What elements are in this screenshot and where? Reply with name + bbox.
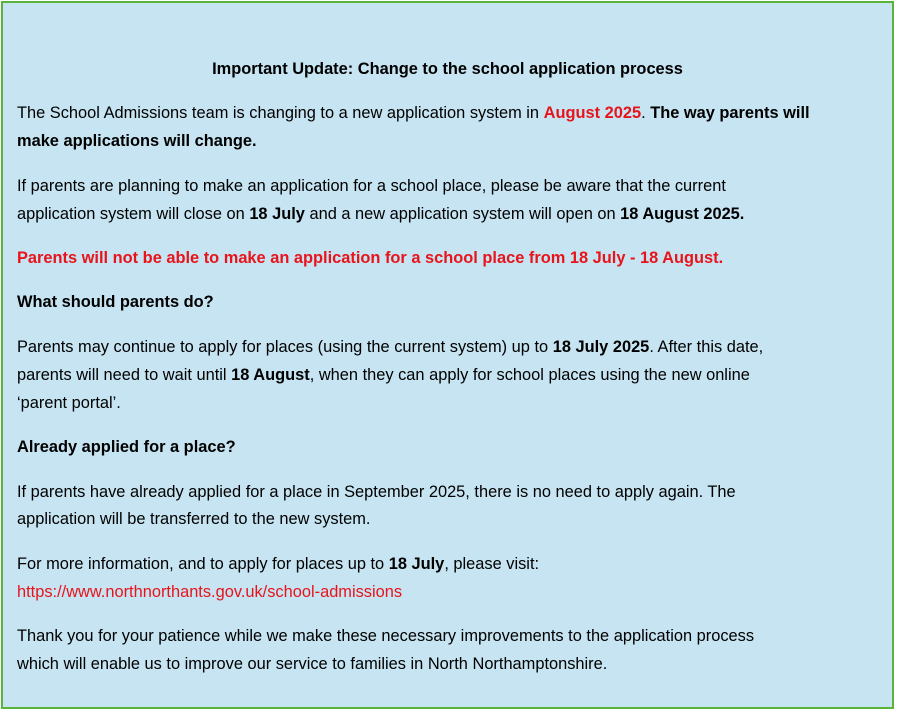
notice-title: Important Update: Change to the school application process	[212, 60, 683, 78]
info-line-1	[17, 550, 539, 578]
close-date: 18 July	[249, 205, 305, 223]
wait-text-b: , when they can apply for school places using the new online	[309, 366, 750, 384]
admissions-link[interactable]: https://www.northnorthants.gov.uk/school-admissions	[17, 583, 403, 601]
planning-text-a: application system will close on	[17, 205, 250, 223]
intro-bold-text: The way parents will	[650, 104, 810, 122]
intro-punct: .	[641, 104, 651, 122]
applied-line-2: application will be transferred to the new system.	[17, 510, 371, 528]
continue-line-2	[17, 361, 750, 389]
applied-line-1: If parents have already applied for a place in September 2025, there is no need to apply again. The	[17, 483, 736, 501]
wait-text-a: parents will need to wait until	[17, 366, 232, 384]
intro-text: The School Admissions team is changing to a new application system in	[17, 104, 544, 122]
deadline-date: 18 July 2025	[552, 338, 650, 356]
warning-text: Parents will not be able to make an application for a school place from 18 July - 18 August.	[17, 249, 724, 267]
open-date: 18 August 2025.	[620, 205, 745, 223]
planning-text-b: and a new application system will open on	[304, 205, 621, 223]
thanks-line-1: Thank you for your patience while we make these necessary improvements to the application process	[17, 627, 755, 645]
info-line-2	[17, 578, 402, 606]
heading-already-applied: Already applied for a place?	[17, 438, 236, 456]
continue-text-b: . After this date,	[649, 338, 764, 356]
thanks-line-2: which will enable us to improve our service to families in North Northamptonshire.	[17, 655, 608, 673]
reopen-date: 18 August	[231, 366, 310, 384]
continue-text-a: Parents may continue to apply for places (using the current system) up to	[17, 338, 553, 356]
heading-what-to-do: What should parents do?	[17, 293, 214, 311]
launch-date: August 2025	[543, 104, 642, 122]
info-text-a: For more information, and to apply for places up to	[17, 555, 389, 573]
intro-line-1	[17, 99, 810, 127]
planning-line-1: If parents are planning to make an application for a school place, please be aware that the current	[17, 177, 726, 195]
continue-line-3: ‘parent portal’.	[17, 394, 121, 412]
info-text-b: , please visit:	[444, 555, 540, 573]
update-notice-box	[1, 1, 894, 709]
planning-line-2	[17, 200, 744, 228]
intro-line-2: make applications will change.	[17, 132, 257, 150]
info-date: 18 July	[388, 555, 445, 573]
continue-line-1	[17, 333, 763, 361]
